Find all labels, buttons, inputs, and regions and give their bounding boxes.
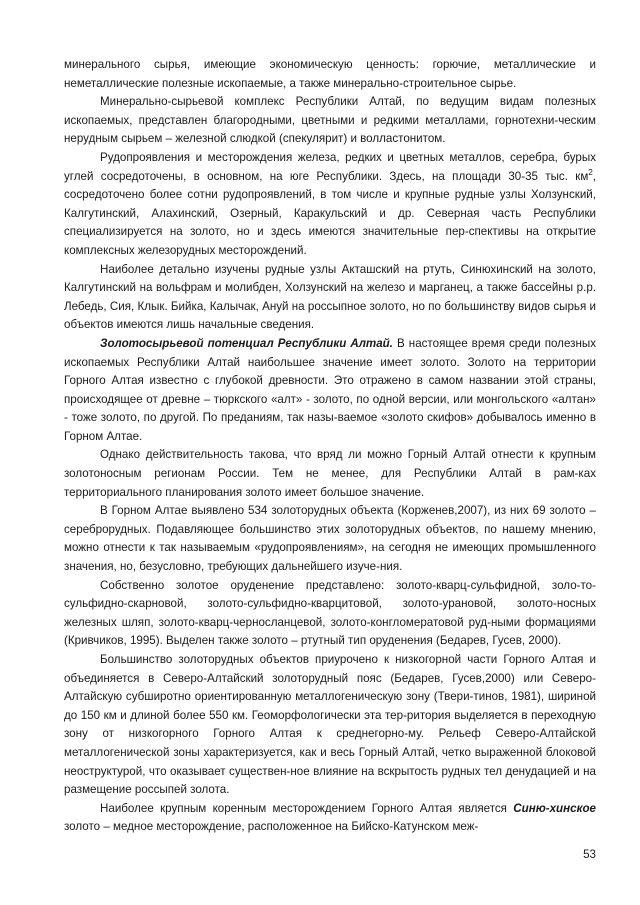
paragraph: Однако действительность такова, что вряд ли можно Горный Алтай отнести к крупным золотоносным регионам России. Тем не менее, для Республики Алтай в рам-ках территориального планирования золото имеет большое значение.	[64, 448, 596, 499]
paragraph: Минерально-сырьевой комплекс Республики Алтай, по ведущим видам полезных ископаемых, представлен благородными, цветными и редкими металлами, горнотехни-ческим нерудным сырьем – железной слюдкой (спекулярит) и волластонитом.	[64, 95, 596, 146]
paragraph: минерального сырья, имеющие экономическую ценность: горючие, металлические и неметаллические полезные ископаемые, а также минерально-строительное сырье.	[64, 58, 596, 90]
section-heading: Золотосырьевой потенциал Республики Алтай.	[100, 336, 393, 350]
page-number: 53	[583, 848, 596, 861]
text-run: Наиболее крупным коренным месторождением Горного Алтая является	[100, 801, 514, 815]
text-run: , сосредоточено более сотни рудопроявлений, в том числе и крупные рудные узлы Холзунский, Калгутинский, Алахинский, Озерный, Каракульский и др. Северная часть Республики специализируется на золото, но и здесь имеются значительные пер-спективы на открытие комплексных железорудных месторождений.	[64, 169, 596, 257]
text-run: Рудопроявления и месторождения железа, редких и цветных металлов, серебра, бурых углей сосредоточены, в основном, на юге Республики. Здесь, на площади 30-35 тыс. км	[64, 150, 596, 183]
paragraph	[64, 800, 596, 837]
paragraph	[64, 149, 596, 261]
paragraph: Наиболее детально изучены рудные узлы Акташский на ртуть, Синюхинский на золото, Калгутинский на вольфрам и молибден, Холзунский на железо и марганец, а также бассейны р.р. Лебедь, Сия, Клык. Бийка, Калычак, Ануй на россыпное золото, но по большинству видов сырья и объектов имеются лишь начальные сведения.	[64, 262, 596, 332]
paragraph: Собственно золотое оруденение представлено: золото-кварц-сульфидной, золо-то-сульфидно-скарновой, золото-сульфидно-кварцитовой, золото-урановой, золото-носных железных шляп, золото-кварц-черносланцевой, золото-конгломератовой руд-ными формациями (Кривчиков, 1995). Выделен также золото – ртутный тип оруденения (Бедарев, Гусев, 2000).	[64, 578, 596, 648]
paragraph: В Горном Алтае выявлено 534 золоторудных объекта (Корженев,2007), из них 69 золото – сереброрудных. Подавляющее большинство этих золоторудных объектов, по нашему мнению, можно отнести к так называемым «рудопроявлениям», на сегодня не имеющих промышленного значения, но, безусловно, требующих дальнейшего изуче-ния.	[64, 504, 596, 574]
paragraph	[64, 335, 596, 447]
page-text	[64, 56, 596, 837]
paragraph: Большинство золоторудных объектов приурочено к низкогорной части Горного Алтая и объединяется в Северо-Алтайский золоторудный пояс (Бедарев, Гусев,2000) или Северо-Алтайскую субширотно ориентированную металлогеническую зону (Твери-тинов, 1981), шириной до 150 км и длиной более 550 км. Геоморфологически эта тер-ритория выделяется в переходную зону от низкогорного Горного Алтая к среднегорно-му. Рельеф Северо-Алтайской металлогенической зоны характеризуется, как и весь Горный Алтай, четко выраженной блоковой неоструктурой, что оказывает существен-ное влияние на вскрытость рудных тел денудацией и на размещение россыпей золота.	[64, 653, 596, 797]
superscript: 2	[588, 167, 593, 177]
text-run: золото – медное месторождение, расположенное на Бийско-Катунском меж-	[64, 820, 479, 834]
text-run: В настоящее время среди полезных ископаемых Республики Алтай наибольшее значение имеет золото. Золото на территории Горного Алтая известно с глубокой древности. Это отражено в самом названии этой страны, происходящее от древне – тюркского «алт» - золото, по одной версии, или монгольского «алтан» - тоже золото, по другой. По преданиям, так назы-ваемое «золото скифов» добывалось именно в Горном Алтае.	[64, 336, 596, 443]
deposit-name: Синю-хинское	[513, 801, 596, 815]
